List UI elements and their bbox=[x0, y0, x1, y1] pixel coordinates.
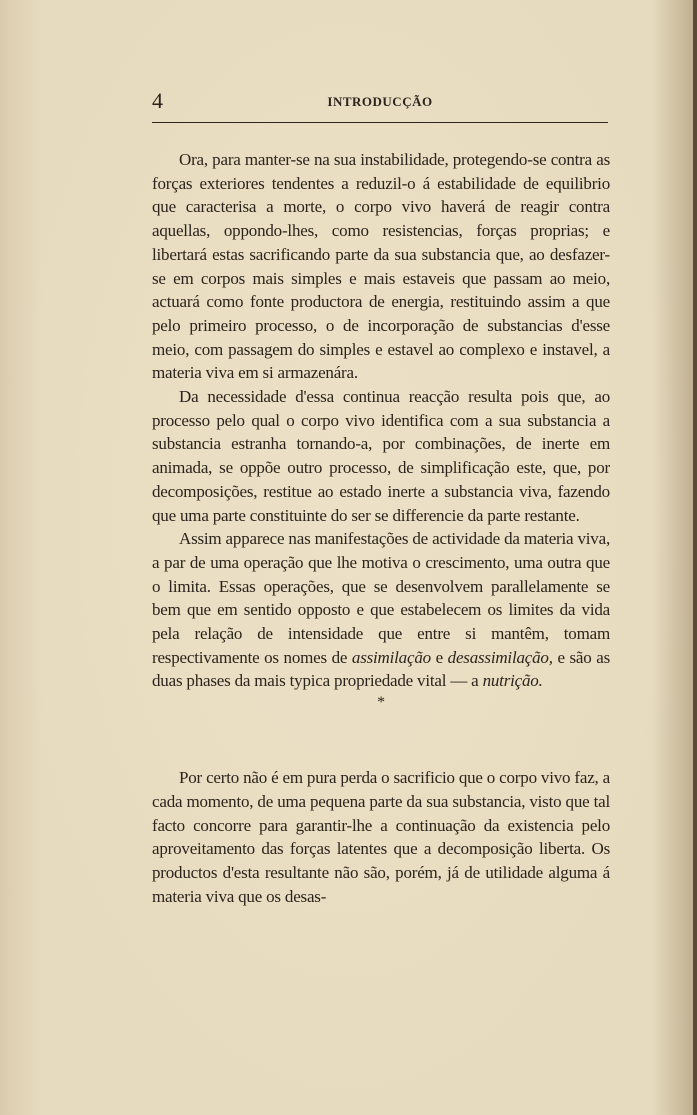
paragraph-3 bbox=[152, 527, 610, 693]
paragraph-3-text-mid-2: e são as duas phases da mais typica propriedade vital — a bbox=[152, 647, 610, 691]
page-number: 4 bbox=[152, 88, 163, 113]
paragraph-3-text-start: Assim apparece nas manifestações de actividade da materia viva, a par de uma operação que lhe motiva o crescimento, uma outra que o limita. Essas operações, que se desenvolvem parallelamente se bem que em sentido opposto e que estabelecem os limites da vida pela relação de intensidade que entre si mantêm, tomam respectivamente os nomes de bbox=[152, 529, 610, 667]
section-separator: * bbox=[377, 694, 385, 712]
body-text bbox=[152, 148, 610, 908]
paragraph-1: Ora, para manter-se na sua instabilidade, protegendo-se contra as forças exteriores tendentes a reduzil-o á estabilidade de equilibrio que caracterisa a morte, o corpo vivo haverá de reagir contra aquellas, oppondo-lhes, como resistencias, forças proprias; e libertará estas sacrificando parte da sua substancia que, ao desfazer-se em corpos mais simples e mais estaveis que passam ao meio, actuará como fonte productora de energia, restituindo assim a que pelo primeiro processo, o de incorporação de substancias d'esse meio, com passagem do simples e estavel ao complexo e instavel, a materia viva em si armazenára. bbox=[152, 150, 610, 383]
paragraph-2: Da necessidade d'essa continua reacção resulta pois que, ao processo pelo qual o corpo vivo identifica com a sua substancia a substancia estranha tornando-a, por combinações, de inerte em animada, se oppõe outro processo, de simplificação este, que, por decomposições, restitue ao estado inerte a substancia viva, fazendo que uma parte constituinte do ser se differencie da parte restante. bbox=[152, 387, 610, 525]
term-desassimilacao: desassimilação, bbox=[447, 647, 553, 667]
paragraph-4: Por certo não é em pura perda o sacrificio que o corpo vivo faz, a cada momento, de uma pequena parte da sua substancia, visto que tal facto concorre para garantir-lhe a continuação da existencia pelo aproveitamento das forças latentes que a decomposição liberta. Os productos d'esta resultante não são, porém, já de utilidade alguma á materia viva que os desas- bbox=[152, 768, 610, 906]
page-header bbox=[152, 88, 608, 123]
running-title: INTRODUCÇÃO bbox=[327, 94, 433, 109]
term-nutricao: nutrição. bbox=[482, 671, 543, 691]
term-assimilacao: assimilação bbox=[351, 647, 431, 667]
paragraph-3-text-mid-1: e bbox=[430, 647, 448, 667]
